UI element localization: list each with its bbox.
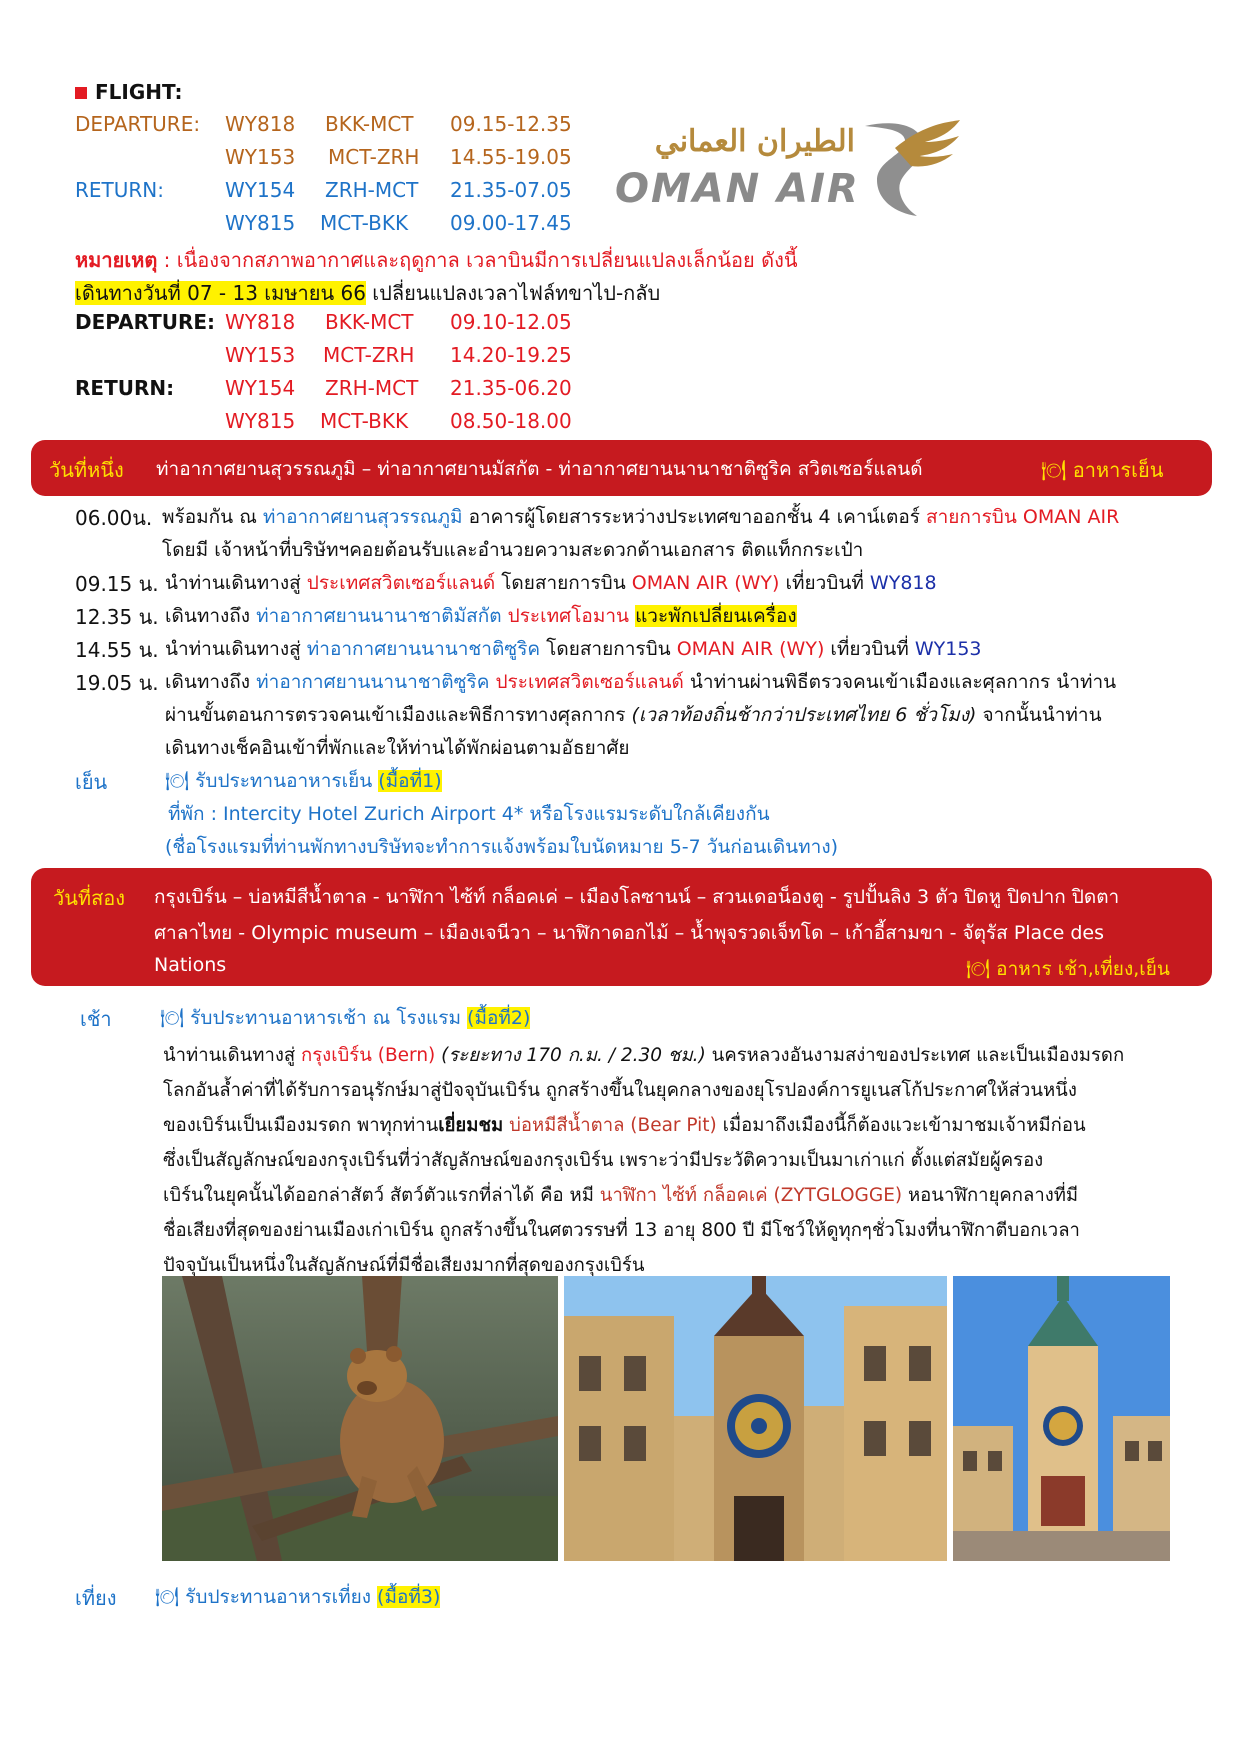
flight-time: 21.35-07.05 — [450, 178, 572, 202]
schedule-time: 12.35 น. — [75, 605, 159, 629]
note-label: หมายเหตุ — [75, 248, 158, 272]
schedule-time: 09.15 น. — [75, 572, 159, 596]
day2-route-line3: Nations — [154, 954, 227, 976]
zytglogge-photo-2 — [953, 1276, 1170, 1561]
flight-time: 14.55-19.05 — [450, 145, 572, 169]
bear-photo — [162, 1276, 558, 1561]
flight-label: RETURN: — [75, 376, 175, 400]
oman-air-logo — [615, 118, 965, 218]
flight-code: WY815 — [225, 409, 296, 433]
hotel-line: ที่พัก : Intercity Hotel Zurich Airport 4* หรือโรงแรมระดับใกล้เคียงกัน — [168, 803, 770, 825]
flight-code: WY818 — [225, 112, 296, 136]
flight-row — [0, 409, 1241, 441]
flight-row — [0, 310, 1241, 342]
flight-time: 09.15-12.35 — [450, 112, 572, 136]
schedule-item — [75, 634, 159, 666]
schedule-time: 06.00น. — [75, 506, 153, 530]
flight-time: 09.00-17.45 — [450, 211, 572, 235]
day2-meal-badge — [966, 954, 1170, 984]
schedule-text: พร้อมกัน ณ ท่าอากาศยานสุวรรณภูมิ อาคารผู้โดยสารระหว่างประเทศขาออกชั้น 4 เคาน์เตอร์ สายการบิน OMAN AIR — [162, 506, 1120, 528]
schedule-item — [75, 568, 159, 600]
logo-english-text: OMAN AIR — [615, 166, 860, 212]
day1-label: วันที่หนึ่ง — [49, 458, 124, 482]
flight-time: 21.35-06.20 — [450, 376, 572, 400]
schedule-item — [75, 667, 159, 699]
flight-note — [75, 244, 798, 276]
day1-meal-badge — [1041, 454, 1163, 486]
red-square-bullet-icon — [75, 87, 87, 99]
meal-icon: 🍽 — [160, 1007, 185, 1029]
day2-description — [163, 1038, 1124, 1283]
day2-route-line1: กรุงเบิร์น – บ่อหมีสีน้ำตาล - นาฬิกา ไซ้ท์ กล็อคเค่ – เมืองโลซานน์ – สวนเดอน็องตู - รูปปั้นลิง 3 ตัว ปิดหู ปิดปาก ปิดตา — [154, 886, 1120, 908]
flight-code: WY154 — [225, 178, 296, 202]
schedule-text-cont: ผ่านขั้นตอนการตรวจคนเข้าเมืองและพิธีการทางศุลกากร (เวลาท้องถิ่นช้ากว่าประเทศไทย 6 ชั่วโมง) จากนั้นนำท่าน — [165, 704, 1102, 726]
meal-icon: 🍽 — [165, 770, 190, 792]
day1-band — [31, 440, 1212, 496]
logo-arabic-text: الطيران العماني — [654, 124, 855, 159]
flight-code: WY153 — [225, 343, 296, 367]
flight-time: 09.10-12.05 — [450, 310, 572, 334]
meal-icon: 🍽 — [155, 1586, 180, 1608]
flight-label: RETURN: — [75, 178, 164, 202]
change-dates: เดินทางวันที่ 07 - 13 เมษายน 66 — [75, 281, 366, 305]
breakfast-meal: 🍽 รับประทานอาหารเช้า ณ โรงแรม (มื้อที่2) — [160, 1007, 531, 1029]
schedule-text: เดินทางถึง ท่าอากาศยานนานาชาติซูริค ประเทศสวิตเซอร์แลนด์ นำท่านผ่านพิธีตรวจคนเข้าเมืองและศุลกากร นำท่าน — [165, 671, 1117, 693]
schedule-text-cont: โดยมี เจ้าหน้าที่บริษัทฯคอยต้อนรับและอำนวยความสะดวกด้านเอกสาร ติดแท็กกระเป๋า — [162, 539, 864, 561]
schedule-text: นำท่านเดินทางสู่ ประเทศสวิตเซอร์แลนด์ โดยสายการบิน OMAN AIR (WY) เที่ยวบินที่ WY818 — [165, 572, 937, 594]
desc-line: โลกอันล้ำค่าที่ได้รับการอนุรักษ์มาสู่ปัจจุบันเบิร์น ถูกสร้างขึ้นในยุคกลางของยุโรปองค์การยูเนสโก้ประกาศให้ส่วนหนึ่ง — [163, 1080, 1077, 1101]
schedule-item — [75, 601, 159, 633]
flight-row — [0, 376, 1241, 408]
meal-icon: 🍽 — [1041, 458, 1067, 482]
flight-header-text: FLIGHT: — [95, 80, 183, 104]
flight-code: WY815 — [225, 211, 296, 235]
desc-line: เบิร์นในยุคนั้นได้ออกล่าสัตว์ สัตว์ตัวแรกที่ล่าได้ คือ หมี นาฬิกา ไซ้ท์ กล็อคเค่ (ZYTGLOGGE) หอนาฬิกายุคกลางที่มี — [163, 1185, 1079, 1206]
desc-line: ชื่อเสียงที่สุดของย่านเมืองเก่าเบิร์น ถูกสร้างขึ้นในศตวรรษที่ 13 อายุ 800 ปี มีโชว์ให้ดูทุกๆชั่วโมงที่นาฬิกาตีบอกเวลา — [163, 1220, 1080, 1241]
flight-route: ZRH-MCT — [325, 178, 419, 202]
day2-route-line2: ศาลาไทย - Olympic museum – เมืองเจนีวา – นาฬิกาดอกไม้ – น้ำพุจรวดเจ็ทโด – เก้าอี้สามขา - จัตุรัส Place des — [154, 922, 1105, 944]
flight-row — [0, 343, 1241, 375]
day1-meal-badge-text: อาหารเย็น — [1072, 458, 1164, 482]
schedule-text: นำท่านเดินทางสู่ ท่าอากาศยานนานาชาติซูริค โดยสายการบิน OMAN AIR (WY) เที่ยวบินที่ WY153 — [165, 638, 982, 660]
flight-route: BKK-MCT — [325, 112, 414, 136]
flight-time: 14.20-19.25 — [450, 343, 572, 367]
flight-route: MCT-BKK — [320, 409, 409, 433]
flight-route: MCT-ZRH — [323, 343, 415, 367]
flight-label: DEPARTURE: — [75, 310, 216, 334]
day2-meal-badge-text: อาหาร เช้า,เที่ยง,เย็น — [996, 958, 1170, 980]
meal-icon: 🍽 — [966, 958, 991, 980]
oman-air-emblem-icon — [855, 118, 965, 218]
flight-route: MCT-BKK — [320, 211, 409, 235]
schedule-text: เดินทางถึง ท่าอากาศยานนานาชาติมัสกัต ประเทศโอมาน แวะพักเปลี่ยนเครื่อง — [165, 605, 797, 627]
flight-label: DEPARTURE: — [75, 112, 201, 136]
lunch-meal: 🍽 รับประทานอาหารเที่ยง (มื้อที่3) — [155, 1586, 441, 1608]
desc-line: ของเบิร์นเป็นเมืองมรดก พาทุกท่านเยี่ยมชม บ่อหมีสีน้ำตาล (Bear Pit) เมื่อมาถึงเมืองนี้ก็ต้องแวะเข้ามาชมเจ้าหมีก่อน — [163, 1115, 1086, 1136]
flight-route: MCT-ZRH — [328, 145, 420, 169]
schedule-text-cont: เดินทางเช็คอินเข้าที่พักและให้ท่านได้พักผ่อนตามอัธยาศัย — [165, 737, 630, 759]
flight-code: WY153 — [225, 145, 296, 169]
lunch-label: เที่ยง — [75, 1586, 117, 1610]
note-text: : เนื่องจากสภาพอากาศและฤดูกาล เวลาบินมีการเปลี่ยนแปลงเล็กน้อย ดังนี้ — [157, 248, 798, 272]
day2-band — [31, 868, 1212, 986]
dinner-meal: 🍽 รับประทานอาหารเย็น (มื้อที่1) — [165, 770, 442, 792]
desc-line: นำท่านเดินทางสู่ กรุงเบิร์น (Bern) (ระยะทาง 170 ก.ม. / 2.30 ชม.) นครหลวงอันงามสง่าของประเทศ และเป็นเมืองมรดก — [163, 1045, 1125, 1066]
flight-time: 08.50-18.00 — [450, 409, 572, 433]
schedule-time: 19.05 น. — [75, 671, 159, 695]
breakfast-label: เช้า — [80, 1007, 112, 1031]
flight-header — [75, 80, 183, 104]
schedule-item — [75, 502, 152, 534]
flight-code: WY818 — [225, 310, 296, 334]
zytglogge-photo-1 — [564, 1276, 947, 1561]
desc-line: ซึ่งเป็นสัญลักษณ์ของกรุงเบิร์นที่ว่าสัญลักษณ์ของกรุงเบิร์น เพราะว่ามีประวัติความเป็นมาเก่าแก่ ตั้งแต่สมัยผู้ครอง — [163, 1150, 1044, 1171]
hotel-note: (ชื่อโรงแรมที่ท่านพักทางบริษัทจะทำการแจ้งพร้อมใบนัดหมาย 5-7 วันก่อนเดินทาง) — [165, 836, 839, 858]
flight-route: BKK-MCT — [325, 310, 414, 334]
dinner-label: เย็น — [75, 770, 108, 794]
change-text: เปลี่ยนแปลงเวลาไฟล์ทขาไป-กลับ — [365, 281, 661, 305]
day2-label: วันที่สอง — [53, 886, 126, 910]
flight-code: WY154 — [225, 376, 296, 400]
flight-route: ZRH-MCT — [325, 376, 419, 400]
desc-line: ปัจจุบันเป็นหนึ่งในสัญลักษณ์ที่มีชื่อเสียงมากที่สุดของกรุงเบิร์น — [163, 1255, 645, 1276]
day1-route: ท่าอากาศยานสุวรรณภูมิ – ท่าอากาศยานมัสกัต - ท่าอากาศยานนานาชาติซูริค สวิตเซอร์แลนด์ — [156, 458, 923, 480]
flight-change-notice — [75, 277, 660, 309]
schedule-time: 14.55 น. — [75, 638, 159, 662]
